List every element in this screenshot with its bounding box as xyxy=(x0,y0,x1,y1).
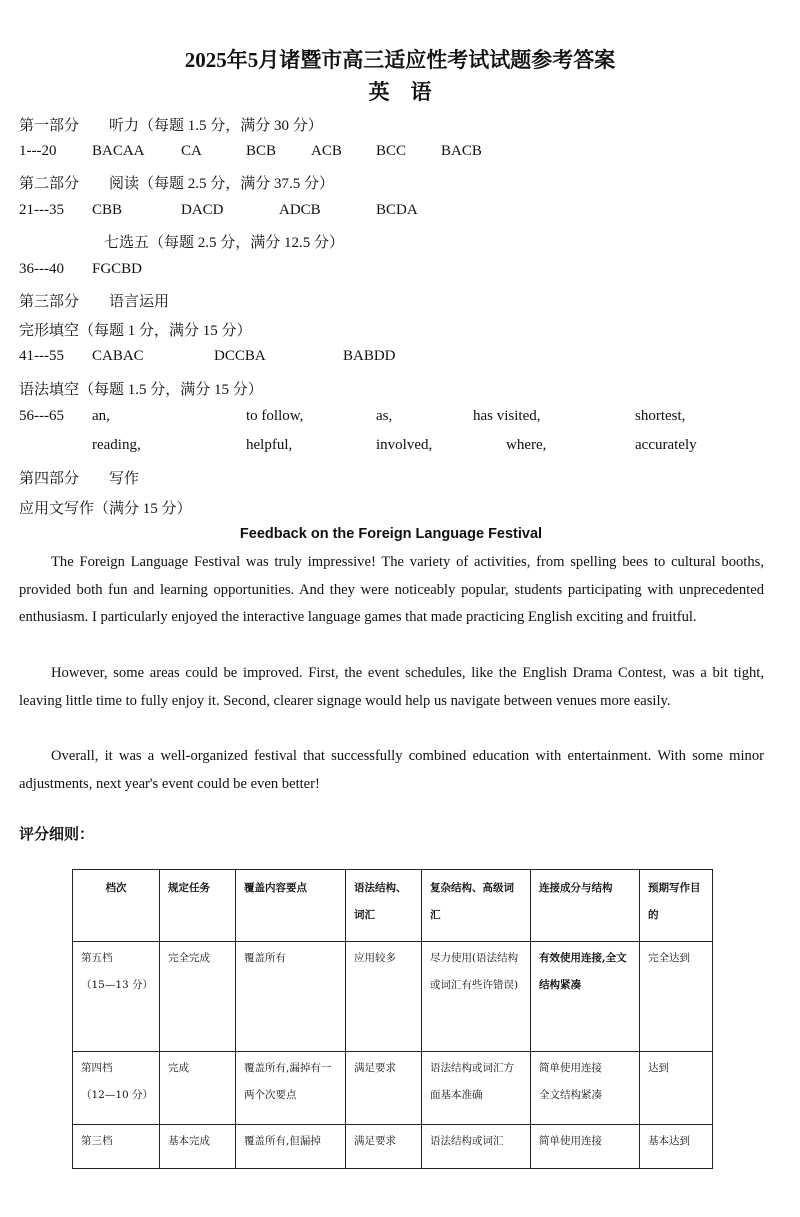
connect-cell: 有效使用连接,全文结构紧凑 xyxy=(531,942,640,1052)
grammar-answer: as, xyxy=(376,408,393,424)
grammar-cell: 满足要求 xyxy=(346,1052,422,1125)
answer-group: BCC xyxy=(376,143,407,159)
part2-range: 21---35 xyxy=(19,202,64,218)
purpose-cell: 完全达到 xyxy=(640,942,713,1052)
task-cell: 完成 xyxy=(160,1052,236,1125)
essay-title: Feedback on the Foreign Language Festival xyxy=(239,526,543,542)
task-cell: 基本完成 xyxy=(160,1125,236,1169)
answer-group: BCB xyxy=(246,143,277,159)
purpose-cell: 基本达到 xyxy=(640,1125,713,1169)
grammar-cell: 应用较多 xyxy=(346,942,422,1052)
answer-group: CABAC xyxy=(92,348,144,364)
table-row xyxy=(73,942,713,1052)
answer-group: BACB xyxy=(441,143,482,159)
grammar-answer: involved, xyxy=(376,437,433,453)
grammar-answer: shortest, xyxy=(635,408,686,424)
coverage-cell: 覆盖所有,漏掉有一两个次要点 xyxy=(236,1052,346,1125)
grammar-range: 56---65 xyxy=(19,408,64,424)
column-header: 预期写作目的 xyxy=(640,870,713,942)
cloze-range: 41---55 xyxy=(19,348,64,364)
page-title: 2025年5月诸暨市高三适应性考试试题参考答案 xyxy=(184,48,616,72)
connect-cell: 简单使用连接 全文结构紧凑 xyxy=(531,1052,640,1125)
purpose-cell: 达到 xyxy=(640,1052,713,1125)
connect-cell: 简单使用连接 xyxy=(531,1125,640,1169)
rubric-heading: 评分细则： xyxy=(19,827,95,843)
complex-cell: 语法结构或词汇 xyxy=(422,1125,531,1169)
essay-paragraph: The Foreign Language Festival was truly impressive! The variety of activities, from spelling bees to cultural booths, provided both fun and learning opportunities. And they were noticeably popular, students participating with unprecedented enthusiasm. I particularly enjoyed the interactive language games that made practicing English exciting and fruitful. xyxy=(19,554,764,626)
answer-group: DCCBA xyxy=(214,348,266,364)
cloze-heading: 完形填空（每题 1 分，满分 15 分） xyxy=(19,323,252,339)
level-cell: 第四档 （12—10 分） xyxy=(73,1052,160,1125)
column-header: 语法结构、词汇 xyxy=(346,870,422,942)
coverage-cell: 覆盖所有,但漏掉 xyxy=(236,1125,346,1169)
applied-writing-heading: 应用文写作（满分 15 分） xyxy=(19,501,192,517)
answer-group: BCDA xyxy=(376,202,418,218)
task-cell: 完全完成 xyxy=(160,942,236,1052)
rubric-table xyxy=(72,869,713,1169)
column-header: 复杂结构、高级词汇 xyxy=(422,870,531,942)
part4-heading: 第四部分 写作 xyxy=(19,471,140,487)
grammar-cell: 满足要求 xyxy=(346,1125,422,1169)
part2-subheading: 七选五（每题 2.5 分，满分 12.5 分） xyxy=(104,235,345,251)
column-header: 连接成分与结构 xyxy=(531,870,640,942)
answer-group: BACAA xyxy=(92,143,145,159)
column-header: 规定任务 xyxy=(160,870,236,942)
table-header-row xyxy=(73,870,713,942)
column-header: 档次 xyxy=(73,870,160,942)
grammar-answer: accurately xyxy=(635,437,697,453)
answer-group: DACD xyxy=(181,202,224,218)
table-row xyxy=(73,1052,713,1125)
part3-heading: 第三部分 语言运用 xyxy=(19,294,170,310)
essay-paragraph: However, some areas could be improved. First, the event schedules, like the English Drama Contest, was a bit tight, leaving little time to fully enjoy it. Second, clearer signage would help us navigate between venues more easily. xyxy=(19,665,764,709)
answer-group: ADCB xyxy=(279,202,321,218)
grammar-answer: helpful, xyxy=(246,437,293,453)
level-cell: 第五档 （15—13 分） xyxy=(73,942,160,1052)
grammar-answer: reading, xyxy=(92,437,141,453)
answer-group: CBB xyxy=(92,202,123,218)
grammar-answer: an, xyxy=(92,408,110,424)
grammar-answer: to follow, xyxy=(246,408,304,424)
column-header: 覆盖内容要点 xyxy=(236,870,346,942)
answer-group: CA xyxy=(181,143,202,159)
answer-group: FGCBD xyxy=(92,261,143,277)
essay-paragraph: Overall, it was a well-organized festival that successfully combined education with entertainment. With some minor adjustments, next year's event could be even better! xyxy=(19,748,764,792)
answer-group: ACB xyxy=(311,143,342,159)
complex-cell: 尽力使用(语法结构或词汇有些许错误) xyxy=(422,942,531,1052)
subject-title: 英 语 xyxy=(368,80,432,104)
grammar-answer: where, xyxy=(506,437,547,453)
table-row xyxy=(73,1125,713,1169)
answer-group: BABDD xyxy=(343,348,396,364)
part1-range: 1---20 xyxy=(19,143,57,159)
coverage-cell: 覆盖所有 xyxy=(236,942,346,1052)
grammar-heading: 语法填空（每题 1.5 分，满分 15 分） xyxy=(19,382,263,398)
complex-cell: 语法结构或词汇方面基本准确 xyxy=(422,1052,531,1125)
part1-heading: 第一部分 听力（每题 1.5 分，满分 30 分） xyxy=(19,118,323,134)
part2-heading: 第二部分 阅读（每题 2.5 分，满分 37.5 分） xyxy=(19,176,335,192)
level-cell: 第三档 xyxy=(73,1125,160,1169)
part2-range2: 36---40 xyxy=(19,261,64,277)
grammar-answer: has visited, xyxy=(473,408,541,424)
